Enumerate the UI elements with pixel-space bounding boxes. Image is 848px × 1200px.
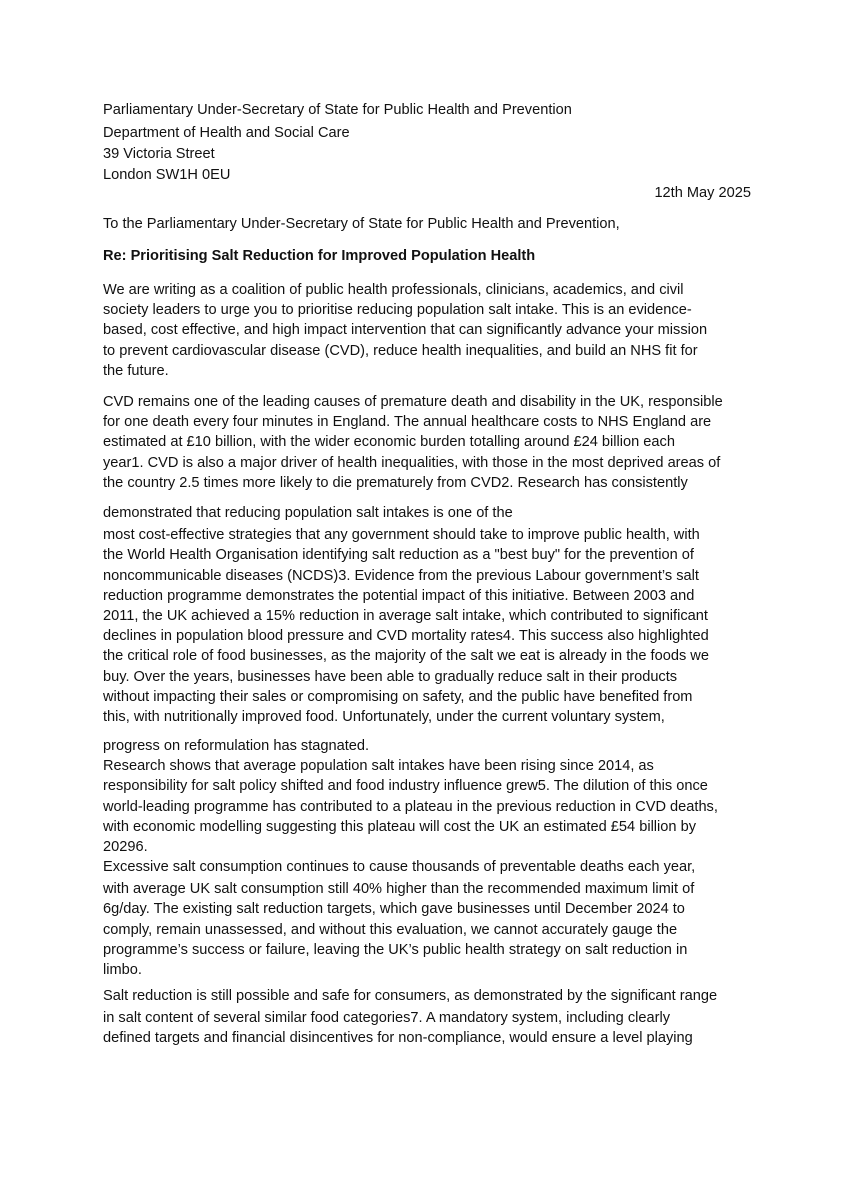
paragraph-line: year1. CVD is also a major driver of health inequalities, with those in the most deprived areas of xyxy=(103,454,721,471)
paragraph-line: Research shows that average population salt intakes have been rising since 2014, as xyxy=(103,758,654,775)
paragraph-line: programme’s success or failure, leaving the UK’s public health strategy on salt reduction in xyxy=(103,941,688,958)
paragraph-line: the country 2.5 times more likely to die prematurely from CVD2. Research has consistently xyxy=(103,474,688,491)
paragraph-intro xyxy=(103,280,753,381)
paragraph-line: world-leading programme has contributed to a plateau in the previous reduction in CVD deaths, xyxy=(103,798,718,815)
address-line-street: 39 Victoria Street xyxy=(103,146,215,162)
paragraph-line: reduction programme demonstrates the potential impact of this initiative. Between 2003 and xyxy=(103,587,695,604)
paragraph-line: defined targets and financial disincentives for non-compliance, would ensure a level playing xyxy=(103,1030,693,1047)
paragraph-line: the future. xyxy=(103,362,169,379)
paragraph-line: to prevent cardiovascular disease (CVD), reduce health inequalities, and build an NHS fit for xyxy=(103,342,698,359)
paragraph-line: noncommunicable diseases (NCDS)3. Evidence from the previous Labour government’s salt xyxy=(103,567,699,584)
paragraph-line: 6g/day. The existing salt reduction targets, which gave businesses until December 2024 to xyxy=(103,901,685,918)
paragraph-line: with average UK salt consumption still 40% higher than the recommended maximum limit of xyxy=(103,881,695,898)
paragraph-line: in salt content of several similar food categories7. A mandatory system, including clearly xyxy=(103,1010,670,1027)
paragraph-line: 20296. xyxy=(103,839,148,856)
paragraph-line: demonstrated that reducing population salt intakes is one of the xyxy=(103,505,513,521)
paragraph-line: comply, remain unassessed, and without this evaluation, we cannot accurately gauge the xyxy=(103,921,678,938)
paragraph-line: the critical role of food businesses, as the majority of the salt we eat is already in the foods we xyxy=(103,648,709,665)
address-line-title: Parliamentary Under-Secretary of State for Public Health and Prevention xyxy=(103,102,572,118)
address-line-department: Department of Health and Social Care xyxy=(103,125,350,141)
address-line-city: London SW1H 0EU xyxy=(103,167,231,183)
paragraph-line: CVD remains one of the leading causes of premature death and disability in the UK, responsible xyxy=(103,394,723,410)
letter-date: 12th May 2025 xyxy=(654,185,751,201)
paragraph-line: the World Health Organisation identifying salt reduction as a "best buy" for the prevention of xyxy=(103,547,694,564)
paragraph-line: declines in population blood pressure and CVD mortality rates4. This success also highlighted xyxy=(103,628,709,645)
paragraph-line: estimated at £10 billion, with the wider economic burden totalling around £24 billion each xyxy=(103,434,675,451)
subject-line: Re: Prioritising Salt Reduction for Improved Population Health xyxy=(103,248,536,264)
paragraph-line: progress on reformulation has stagnated. xyxy=(103,738,370,754)
paragraph-line: without impacting their sales or compromising on safety, and the public have benefited from xyxy=(103,688,693,705)
paragraph-line: responsibility for salt policy shifted and food industry influence grew5. The dilution of this once xyxy=(103,778,708,795)
paragraph-line: Salt reduction is still possible and safe for consumers, as demonstrated by the significant range xyxy=(103,988,718,1004)
paragraph-evidence xyxy=(103,503,753,727)
paragraph-cvd xyxy=(103,392,753,493)
paragraph-line: with economic modelling suggesting this plateau will cost the UK an estimated £54 billion by xyxy=(103,818,696,835)
paragraph-line: for one death every four minutes in England. The annual healthcare costs to NHS England are xyxy=(103,414,712,431)
paragraph-line: society leaders to urge you to prioritise reducing population salt intake. This is an evidence- xyxy=(103,302,692,319)
paragraph-consumption xyxy=(103,857,753,980)
paragraph-line: buy. Over the years, businesses have been able to gradually reduce salt in their products xyxy=(103,668,678,685)
recipient-address xyxy=(103,100,763,186)
paragraph-stagnation xyxy=(103,736,753,857)
paragraph-line: 2011, the UK achieved a 15% reduction in average salt intake, which contributed to significant xyxy=(103,608,708,625)
salutation: To the Parliamentary Under-Secretary of State for Public Health and Prevention, xyxy=(103,216,620,232)
paragraph-line: We are writing as a coalition of public health professionals, clinicians, academics, and civil xyxy=(103,282,684,298)
paragraph-line: Excessive salt consumption continues to cause thousands of preventable deaths each year, xyxy=(103,859,696,875)
paragraph-mandatory xyxy=(103,986,753,1049)
paragraph-line: most cost-effective strategies that any government should take to improve public health, with xyxy=(103,527,700,544)
paragraph-line: this, with nutritionally improved food. Unfortunately, under the current voluntary system, xyxy=(103,709,665,726)
paragraph-line: based, cost effective, and high impact intervention that can significantly advance your mission xyxy=(103,322,708,339)
paragraph-line: limbo. xyxy=(103,962,142,979)
